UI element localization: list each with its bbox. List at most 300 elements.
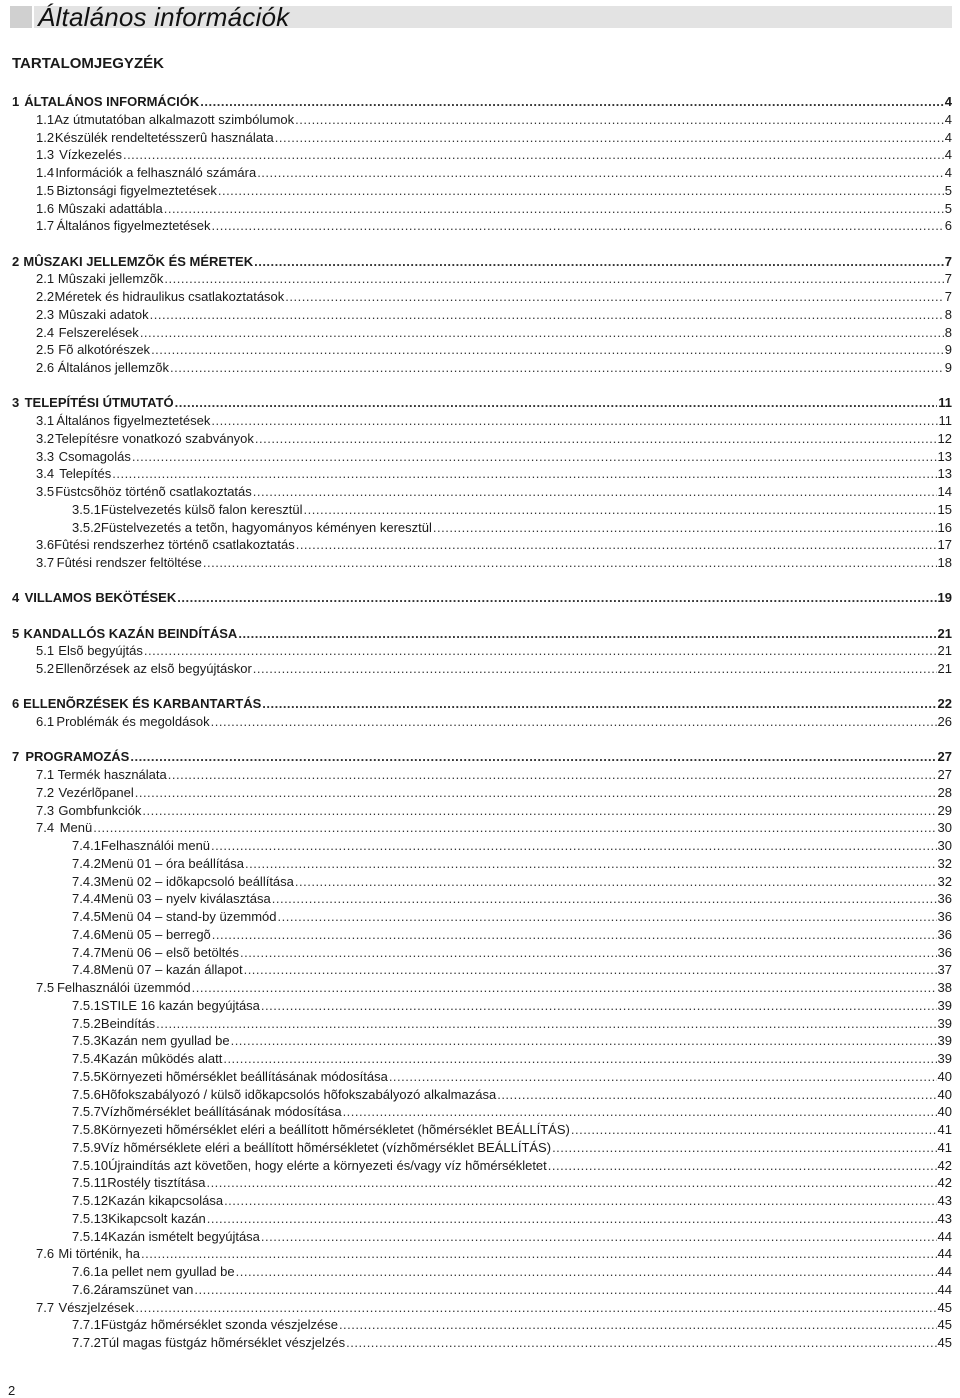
toc-entry-page: 36 xyxy=(937,927,952,942)
toc-entry-page: 44 xyxy=(937,1229,952,1244)
toc-entry-page: 44 xyxy=(937,1246,952,1261)
toc-entry[interactable] xyxy=(12,483,952,500)
toc-entry-page: 39 xyxy=(937,1033,952,1048)
toc-entry-page: 9 xyxy=(944,360,952,375)
toc-entry-page: 30 xyxy=(937,838,952,853)
toc-entry[interactable] xyxy=(12,589,952,606)
toc-leader-dots xyxy=(295,873,937,890)
toc-entry[interactable] xyxy=(12,164,952,181)
toc-entry-title: Rostély tisztítása xyxy=(107,1175,206,1190)
toc-entry[interactable] xyxy=(12,465,952,482)
toc-entry[interactable] xyxy=(12,979,952,996)
header-accent-block xyxy=(10,6,32,28)
toc-leader-dots xyxy=(192,979,937,996)
toc-entry-title: Telepítésre vonatkozó szabványok xyxy=(55,431,254,446)
toc-leader-dots xyxy=(254,253,944,270)
toc-entry[interactable] xyxy=(12,1174,952,1191)
toc-entry[interactable] xyxy=(12,908,952,925)
toc-entry-title: Elsõ begyújtás xyxy=(58,643,143,658)
toc-entry-title: Hõfokszabályozó / külsõ idõkapcsolós hõfokszabályozó alkalmazása xyxy=(100,1087,497,1102)
toc-entry-number: 7.4.2 xyxy=(72,856,101,871)
toc-entry[interactable] xyxy=(12,288,952,305)
toc-entry-number: 7.5.5 xyxy=(72,1069,101,1084)
toc-entry-number: 7.6.2 xyxy=(72,1282,101,1297)
toc-leader-dots xyxy=(389,1068,937,1085)
toc-entry[interactable] xyxy=(12,146,952,163)
toc-leader-dots xyxy=(285,288,943,305)
toc-entry-title: Kazán ismételt begyújtása xyxy=(108,1229,260,1244)
toc-entry-page: 36 xyxy=(937,945,952,960)
toc-entry-page: 4 xyxy=(944,147,952,162)
toc-leader-dots xyxy=(552,1139,936,1156)
toc-entry-number: 7.5.8 xyxy=(72,1122,101,1137)
toc-entry-number: 3.3 xyxy=(36,449,55,464)
toc-entry-number: 3.1 xyxy=(36,413,55,428)
toc-entry-title: ÁLTALÁNOS INFORMÁCIÓK xyxy=(24,94,200,109)
toc-entry-title: Menü 03 – nyelv kiválasztása xyxy=(100,891,271,906)
toc-entry[interactable] xyxy=(12,802,952,819)
toc-leader-dots xyxy=(245,855,937,872)
toc-entry-number: 3.7 xyxy=(36,555,55,570)
toc-leader-dots xyxy=(194,1281,936,1298)
toc-entry-page: 18 xyxy=(937,555,952,570)
toc-entry[interactable] xyxy=(12,1263,952,1280)
toc-entry-page: 17 xyxy=(937,537,952,552)
toc-entry-title: Menü 06 – elsõ betöltés xyxy=(100,945,239,960)
toc-entry[interactable] xyxy=(12,448,952,465)
toc-entry-number: 7.5.4 xyxy=(72,1051,101,1066)
toc-leader-dots xyxy=(571,1121,937,1138)
toc-leader-dots xyxy=(218,182,944,199)
toc-entry-page: 16 xyxy=(937,520,952,535)
toc-heading: TARTALOMJEGYZÉK xyxy=(12,55,164,72)
toc-entry[interactable] xyxy=(12,1210,952,1227)
toc-entry[interactable] xyxy=(12,1015,952,1032)
page-title: Általános információk xyxy=(38,2,290,32)
toc-entry-page: 32 xyxy=(937,856,952,871)
toc-leader-dots xyxy=(223,1050,936,1067)
toc-entry-page: 36 xyxy=(937,909,952,924)
toc-leader-dots xyxy=(257,164,944,181)
toc-entry[interactable] xyxy=(12,997,952,1014)
toc-leader-dots xyxy=(238,625,936,642)
toc-entry-number: 3.5 xyxy=(36,484,55,499)
toc-entry-number: 7.5.1 xyxy=(72,998,101,1013)
toc-leader-dots xyxy=(548,1157,937,1174)
toc-leader-dots xyxy=(295,111,944,128)
toc-entry-number: 7.3 xyxy=(36,803,55,818)
toc-entry[interactable] xyxy=(12,1086,952,1103)
toc-entry-page: 13 xyxy=(937,466,952,481)
toc-entry-title: Általános figyelmeztetések xyxy=(56,413,211,428)
toc-entry[interactable] xyxy=(12,961,952,978)
toc-leader-dots xyxy=(261,1228,937,1245)
toc-entry-number: 7.6 xyxy=(36,1246,55,1261)
toc-entry-number: 1.3 xyxy=(36,147,55,162)
toc-entry-title: Felszerelések xyxy=(58,325,139,340)
toc-entry-page: 45 xyxy=(937,1335,952,1350)
toc-entry-page: 44 xyxy=(937,1264,952,1279)
toc-entry-title: Füstelvezetés a tetõn, hagyományos kéményen keresztül xyxy=(100,520,432,535)
toc-entry-title: MÛSZAKI JELLEMZÕK ÉS MÉRETEK xyxy=(23,254,254,269)
toc-leader-dots xyxy=(135,784,937,801)
toc-leader-dots xyxy=(164,270,943,287)
toc-entry-title: Menü 04 – stand-by üzemmód xyxy=(100,909,277,924)
toc-entry-title: Füstcsõhöz történõ csatlakoztatás xyxy=(55,484,252,499)
toc-leader-dots xyxy=(261,997,937,1014)
toc-entry[interactable] xyxy=(12,748,952,765)
toc-entry-title: Menü 02 – idõkapcsoló beállítása xyxy=(100,874,294,889)
toc-entry-title: Mûszaki jellemzõk xyxy=(57,271,164,286)
toc-entry-title: Víz hõmérséklete eléri a beállított hõmérsékletet (vízhõmérséklet BEÁLLÍTÁS) xyxy=(100,1140,552,1155)
toc-entry-title: Vezérlõpanel xyxy=(58,785,134,800)
toc-entry[interactable] xyxy=(12,394,952,411)
toc-entry[interactable] xyxy=(12,1228,952,1245)
toc-entry[interactable] xyxy=(12,412,952,429)
toc-entry-page: 45 xyxy=(937,1300,952,1315)
toc-entry[interactable] xyxy=(12,837,952,854)
toc-entry-title: Termék használata xyxy=(57,767,167,782)
toc-entry-title: Kazán kikapcsolása xyxy=(108,1193,224,1208)
toc-entry-number: 1.1 xyxy=(36,112,55,127)
toc-entry-page: 5 xyxy=(944,201,952,216)
toc-entry-title: Méretek és hidraulikus csatlakoztatások xyxy=(54,289,285,304)
toc-entry-title: Felhasználói üzemmód xyxy=(56,980,191,995)
toc-leader-dots xyxy=(177,589,936,606)
toc-entry-page: 45 xyxy=(937,1317,952,1332)
toc-entry-number: 3.5.1 xyxy=(72,502,101,517)
toc-entry-number: 7.4 xyxy=(36,820,55,835)
toc-entry[interactable] xyxy=(12,1245,952,1262)
toc-leader-dots xyxy=(150,306,944,323)
toc-entry-number: 7.7 xyxy=(36,1300,55,1315)
toc-entry-title: Vízkezelés xyxy=(59,147,122,162)
toc-leader-dots xyxy=(212,217,944,234)
toc-leader-dots xyxy=(141,1245,937,1262)
toc-leader-dots xyxy=(156,1015,936,1032)
toc-entry-title: KANDALLÓS KAZÁN BEINDÍTÁSA xyxy=(23,626,238,641)
toc-entry-title: ELLENÕRZÉSEK ÉS KARBANTARTÁS xyxy=(23,696,262,711)
toc-leader-dots xyxy=(123,146,944,163)
toc-entry-title: Túl magas füstgáz hõmérséklet vészjelzés xyxy=(100,1335,346,1350)
toc-entry[interactable] xyxy=(12,306,952,323)
toc-entry[interactable] xyxy=(12,1139,952,1156)
toc-entry-page: 27 xyxy=(937,749,952,764)
toc-entry-title: Menü 07 – kazán állapot xyxy=(100,962,243,977)
toc-entry-page: 4 xyxy=(944,165,952,180)
toc-entry-number: 2.2 xyxy=(36,289,55,304)
toc-entry-page: 39 xyxy=(937,1051,952,1066)
toc-entry-page: 8 xyxy=(944,307,952,322)
toc-entry-number: 7.4.1 xyxy=(72,838,101,853)
toc-entry[interactable] xyxy=(12,1103,952,1120)
toc-entry-number: 3.4 xyxy=(36,466,55,481)
toc-entry[interactable] xyxy=(12,430,952,447)
toc-entry[interactable] xyxy=(12,642,952,659)
toc-entry[interactable] xyxy=(12,324,952,341)
toc-entry[interactable] xyxy=(12,93,952,110)
toc-entry-title: Csomagolás xyxy=(58,449,131,464)
toc-entry-number: 7.5.11 xyxy=(72,1175,108,1190)
toc-entry-title: Problémák és megoldások xyxy=(56,714,210,729)
toc-entry-page: 19 xyxy=(937,590,952,605)
toc-leader-dots xyxy=(211,713,937,730)
toc-entry-title: Felhasználói menü xyxy=(100,838,211,853)
toc-leader-dots xyxy=(206,1174,936,1191)
toc-entry-number: 7.4.5 xyxy=(72,909,101,924)
toc-entry-number: 2.1 xyxy=(36,271,55,286)
toc-entry[interactable] xyxy=(12,536,952,553)
toc-entry-page: 40 xyxy=(937,1069,952,1084)
toc-entry-number: 7.5 xyxy=(36,980,55,995)
toc-leader-dots xyxy=(93,819,936,836)
toc-entry-number: 2.5 xyxy=(36,342,55,357)
toc-entry[interactable] xyxy=(12,554,952,571)
toc-entry[interactable] xyxy=(12,766,952,783)
toc-entry-number: 4 xyxy=(12,590,20,605)
toc-entry-page: 11 xyxy=(938,395,952,410)
toc-entry-page: 9 xyxy=(944,342,952,357)
toc-leader-dots xyxy=(132,448,937,465)
toc-leader-dots xyxy=(224,1192,936,1209)
toc-entry-number: 7.4.8 xyxy=(72,962,101,977)
toc-entry-number: 2 xyxy=(12,254,20,269)
toc-leader-dots xyxy=(151,341,944,358)
toc-entry[interactable] xyxy=(12,182,952,199)
toc-leader-dots xyxy=(164,200,944,217)
toc-entry[interactable] xyxy=(12,129,952,146)
toc-leader-dots xyxy=(211,412,937,429)
toc-entry-title: Vízhõmérséklet beállításának módosítása xyxy=(100,1104,342,1119)
toc-entry-title: Az útmutatóban alkalmazott szimbólumok xyxy=(54,112,295,127)
toc-entry-title: Beindítás xyxy=(100,1016,156,1031)
toc-leader-dots xyxy=(207,1210,937,1227)
toc-entry[interactable] xyxy=(12,1281,952,1298)
toc-entry-number: 1.4 xyxy=(36,165,55,180)
toc-leader-dots xyxy=(296,536,937,553)
toc-entry-page: 32 xyxy=(937,874,952,889)
toc-entry-page: 43 xyxy=(937,1211,952,1226)
toc-entry-number: 7.7.1 xyxy=(72,1317,101,1332)
toc-entry-page: 4 xyxy=(944,130,952,145)
toc-leader-dots xyxy=(339,1316,937,1333)
toc-entry-page: 8 xyxy=(944,325,952,340)
toc-entry-page: 4 xyxy=(944,112,952,127)
toc-entry-number: 7.5.13 xyxy=(72,1211,109,1226)
toc-entry-title: Újraindítás azt követõen, hogy elérte a környezeti és/vagy víz hõmérsékletet xyxy=(108,1158,547,1173)
toc-entry-title: Mûszaki adatok xyxy=(58,307,149,322)
toc-entry-number: 1.6 xyxy=(36,201,55,216)
toc-entry-title: Menü 05 – berregõ xyxy=(100,927,211,942)
toc-entry[interactable] xyxy=(12,926,952,943)
toc-entry-number: 7.4.6 xyxy=(72,927,101,942)
toc-leader-dots xyxy=(130,748,936,765)
toc-leader-dots xyxy=(212,926,937,943)
toc-leader-dots xyxy=(278,908,937,925)
toc-leader-dots xyxy=(135,1299,936,1316)
toc-entry-page: 7 xyxy=(944,271,952,286)
toc-entry-number: 5.1 xyxy=(36,643,55,658)
toc-entry-page: 5 xyxy=(944,183,952,198)
toc-entry[interactable] xyxy=(12,253,952,270)
toc-entry-number: 3.2 xyxy=(36,431,55,446)
toc-entry-number: 7.4.3 xyxy=(72,874,101,889)
toc-entry-page: 41 xyxy=(937,1140,952,1155)
toc-entry[interactable] xyxy=(12,1032,952,1049)
toc-entry[interactable] xyxy=(12,359,952,376)
toc-entry-title: TELEPÍTÉSI ÚTMUTATÓ xyxy=(24,395,174,410)
toc-entry-title: Általános jellemzõk xyxy=(57,360,170,375)
toc-leader-dots xyxy=(200,93,943,110)
toc-entry-number: 1.5 xyxy=(36,183,55,198)
toc-entry-title: PROGRAMOZÁS xyxy=(25,749,130,764)
toc-entry-title: Környezeti hõmérséklet eléri a beállított hõmérsékletet (hõmérséklet BEÁLLÍTÁS) xyxy=(100,1122,570,1137)
toc-entry-title: Általános figyelmeztetések xyxy=(56,218,211,233)
toc-entry-page: 12 xyxy=(937,431,952,446)
toc-entry-title: STILE 16 kazán begyújtása xyxy=(100,998,260,1013)
toc-entry[interactable] xyxy=(12,501,952,518)
toc-entry-page: 40 xyxy=(937,1087,952,1102)
toc-entry[interactable] xyxy=(12,1192,952,1209)
toc-entry-page: 26 xyxy=(937,714,952,729)
toc-entry-title: Fûtési rendszerhez történõ csatlakoztatás xyxy=(54,537,295,552)
toc-entry-page: 14 xyxy=(937,484,952,499)
toc-leader-dots xyxy=(497,1086,936,1103)
toc-entry-number: 7.4.4 xyxy=(72,891,101,906)
toc-entry-number: 7 xyxy=(12,749,20,764)
toc-entry[interactable] xyxy=(12,660,952,677)
toc-leader-dots xyxy=(346,1334,936,1351)
toc-leader-dots xyxy=(140,324,944,341)
toc-entry-number: 7.5.6 xyxy=(72,1087,101,1102)
toc-entry-title: Menü 01 – óra beállítása xyxy=(100,856,245,871)
toc-entry-number: 7.5.10 xyxy=(72,1158,109,1173)
toc-leader-dots xyxy=(203,554,937,571)
toc-entry[interactable] xyxy=(12,519,952,536)
toc-entry-title: Fõ alkotórészek xyxy=(58,342,151,357)
toc-entry-title: Mi történik, ha xyxy=(58,1246,141,1261)
toc-entry-title: Biztonsági figyelmeztetések xyxy=(56,183,217,198)
toc-entry-title: VILLAMOS BEKÖTÉSEK xyxy=(24,590,177,605)
toc-entry-number: 7.7.2 xyxy=(72,1335,101,1350)
toc-entry-number: 7.4.7 xyxy=(72,945,101,960)
toc-entry-title: áramszünet van xyxy=(100,1282,194,1297)
toc-entry[interactable] xyxy=(12,1299,952,1316)
toc-entry-number: 7.5.3 xyxy=(72,1033,101,1048)
page-number: 2 xyxy=(8,1383,16,1398)
toc-entry-page: 29 xyxy=(937,803,952,818)
toc-leader-dots xyxy=(175,394,938,411)
toc-entry-page: 41 xyxy=(937,1122,952,1137)
toc-entry-number: 7.5.9 xyxy=(72,1140,101,1155)
toc-entry-page: 37 xyxy=(937,962,952,977)
toc-leader-dots xyxy=(236,1263,937,1280)
toc-entry[interactable] xyxy=(12,695,952,712)
toc-entry[interactable] xyxy=(12,1121,952,1138)
toc-entry-page: 15 xyxy=(937,502,952,517)
toc-entry-title: Ellenõrzések az elsõ begyújtáskor xyxy=(55,661,252,676)
toc-entry-number: 3 xyxy=(12,395,20,410)
toc-entry[interactable] xyxy=(12,625,952,642)
toc-entry[interactable] xyxy=(12,1068,952,1085)
toc-leader-dots xyxy=(244,961,937,978)
toc-entry-title: Füstgáz hõmérséklet szonda vészjelzése xyxy=(100,1317,338,1332)
toc-entry-number: 1 xyxy=(12,94,20,109)
toc-entry-page: 42 xyxy=(937,1158,952,1173)
toc-leader-dots xyxy=(170,359,944,376)
toc-leader-dots xyxy=(231,1032,937,1049)
toc-entry[interactable] xyxy=(12,944,952,961)
toc-entry-number: 7.5.2 xyxy=(72,1016,101,1031)
toc-entry[interactable] xyxy=(12,200,952,217)
toc-entry[interactable] xyxy=(12,1316,952,1333)
toc-entry-number: 7.5.14 xyxy=(72,1229,109,1244)
toc-entry-number: 2.3 xyxy=(36,307,55,322)
toc-entry-title: Készülék rendeltetésszerû használata xyxy=(54,130,274,145)
toc-entry[interactable] xyxy=(12,713,952,730)
toc-entry-page: 6 xyxy=(944,218,952,233)
toc-entry[interactable] xyxy=(12,890,952,907)
toc-entry-title: Kazán nem gyullad be xyxy=(100,1033,230,1048)
toc-entry-page: 38 xyxy=(937,980,952,995)
toc-entry-number: 3.6 xyxy=(36,537,55,552)
toc-entry-page: 13 xyxy=(937,449,952,464)
toc-leader-dots xyxy=(142,802,936,819)
toc-entry-number: 7.2 xyxy=(36,785,55,800)
toc-entry-title: Környezeti hõmérséklet beállításának módosítása xyxy=(100,1069,388,1084)
toc-entry-title: Telepítés xyxy=(59,466,112,481)
toc-entry-page: 28 xyxy=(937,785,952,800)
toc-entry[interactable] xyxy=(12,217,952,234)
toc-entry-title: Kikapcsolt kazán xyxy=(108,1211,206,1226)
toc-entry[interactable] xyxy=(12,1050,952,1067)
toc-leader-dots xyxy=(255,430,937,447)
toc-entry[interactable] xyxy=(12,873,952,890)
toc-entry-number: 5.2 xyxy=(36,661,55,676)
toc-entry[interactable] xyxy=(12,1157,952,1174)
toc-entry-page: 7 xyxy=(944,254,952,269)
toc-leader-dots xyxy=(253,660,937,677)
toc-entry[interactable] xyxy=(12,270,952,287)
toc-entry-number: 5 xyxy=(12,626,20,641)
toc-entry-page: 36 xyxy=(937,891,952,906)
toc-leader-dots xyxy=(272,890,937,907)
toc-entry[interactable] xyxy=(12,341,952,358)
toc-entry-page: 4 xyxy=(944,94,952,109)
toc-leader-dots xyxy=(112,465,936,482)
toc-entry-title: Menü xyxy=(59,820,93,835)
toc-entry-number: 1.7 xyxy=(36,218,55,233)
toc-leader-dots xyxy=(304,501,937,518)
toc-entry[interactable] xyxy=(12,819,952,836)
toc-leader-dots xyxy=(144,642,937,659)
toc-entry-number: 7.1 xyxy=(36,767,55,782)
toc-entry-number: 7.6.1 xyxy=(72,1264,101,1279)
toc-entry-title: Információk a felhasználó számára xyxy=(55,165,257,180)
toc-entry[interactable] xyxy=(12,855,952,872)
toc-entry[interactable] xyxy=(12,111,952,128)
toc-entry-page: 43 xyxy=(937,1193,952,1208)
toc-entry-title: Vészjelzések xyxy=(58,1300,135,1315)
toc-entry[interactable] xyxy=(12,1334,952,1351)
toc-entry-page: 21 xyxy=(937,661,952,676)
toc-entry[interactable] xyxy=(12,784,952,801)
toc-entry-page: 39 xyxy=(937,998,952,1013)
toc-entry-number: 6 xyxy=(12,696,20,711)
toc-entry-page: 27 xyxy=(937,767,952,782)
toc-entry-number: 7.5.12 xyxy=(72,1193,109,1208)
toc-entry-number: 3.5.2 xyxy=(72,520,101,535)
